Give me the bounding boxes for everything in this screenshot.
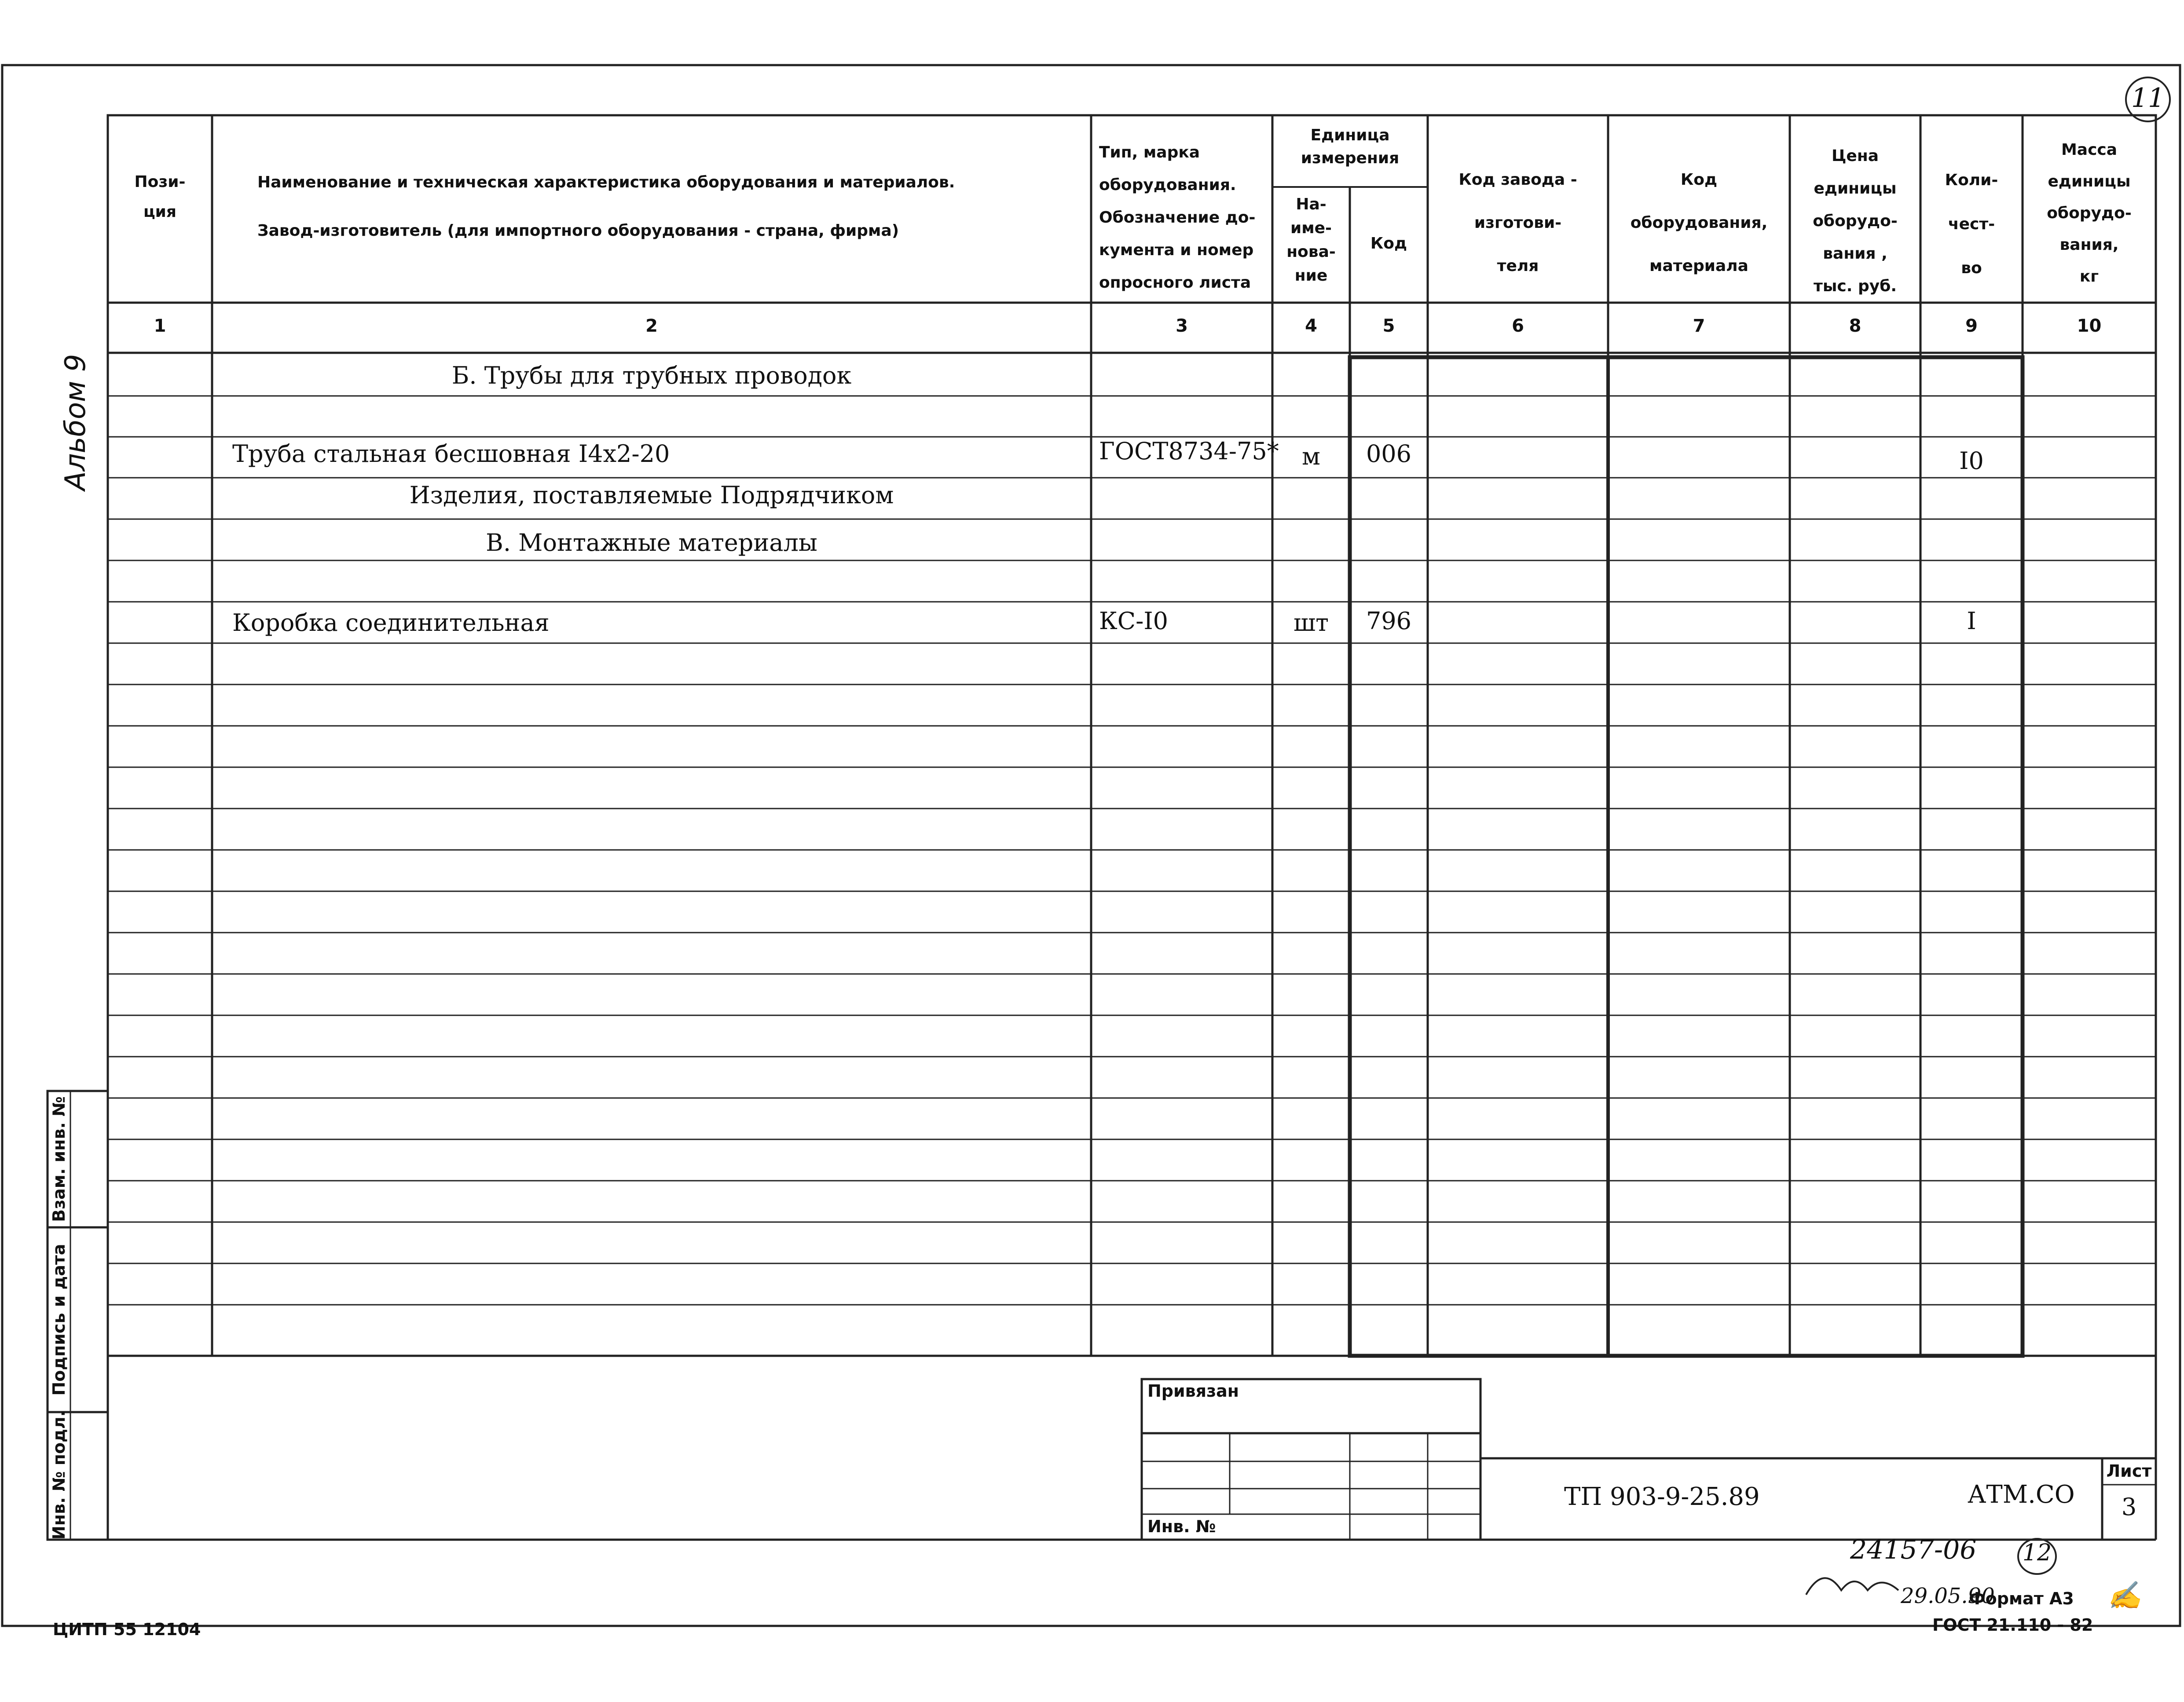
col-number-4: 4 (1305, 316, 1317, 336)
header-mass: Масса единицы оборудо- вания, кг (2047, 141, 2132, 285)
handwritten-circle-number: 12 (2022, 1540, 2052, 1566)
format-label: Формат А3 (1969, 1589, 2074, 1608)
header-equipment-code: Код оборудования, материала (1630, 171, 1768, 275)
header-position: Пози- ция (134, 173, 186, 221)
side-podpis-data: Подпись и дата (49, 1244, 69, 1396)
header-unit-group: Единица измерения (1301, 126, 1400, 167)
row-pipe-name: Труба стальная бесшовная I4х2-20 (232, 440, 670, 468)
row-pipe-type: ГОСТ8734-75* (1099, 437, 1279, 465)
sheet-number-circled: 11 (2131, 83, 2165, 113)
row-contractor-title: Изделия, поставляемые Подрядчиком (409, 481, 894, 509)
privyazan-label: Привязан (1147, 1381, 1239, 1401)
list-label: Лист (2106, 1461, 2152, 1481)
citp-label: ЦИТП 55 12104 (53, 1620, 201, 1639)
col-number-5: 5 (1382, 316, 1395, 336)
col-number-9: 9 (1965, 316, 1978, 336)
header-price: Цена единицы оборудо- вания , тыс. руб. (1813, 147, 1898, 295)
col-number-6: 6 (1512, 316, 1524, 336)
row-box-code: 796 (1366, 607, 1412, 635)
signature-mark: ✍ (2107, 1579, 2142, 1611)
side-vzam-inv: Взам. инв. № (49, 1096, 69, 1222)
header-quantity: Коли- чест- во (1945, 171, 1998, 277)
row-pipe-qty: I0 (1959, 447, 1984, 475)
gost-label: ГОСТ 21.110 - 82 (1932, 1615, 2093, 1635)
row-box-type: КС-I0 (1099, 607, 1169, 635)
row-section-b-title: Б. Трубы для трубных проводок (451, 362, 852, 389)
list-value: 3 (2121, 1493, 2137, 1521)
col-number-3: 3 (1176, 316, 1188, 336)
header-name: Наименование и техническая характеристика оборудования и материалов. Завод-изготовитель (для импортного оборудования - страна, фирма) (257, 173, 955, 240)
handwritten-number: 24157-06 (1850, 1534, 1977, 1565)
album-note: Альбом 9 (59, 354, 92, 490)
col-number-2: 2 (645, 316, 658, 336)
document-code: ТП 903-9-25.89 (1564, 1482, 1760, 1511)
header-unit-code: Код (1370, 234, 1407, 253)
header-unit-name: На- име- нова- ние (1286, 195, 1336, 285)
row-section-v-title: В. Монтажные материалы (486, 529, 817, 556)
header-factory-code: Код завода - изготови- теля (1458, 171, 1577, 275)
col-number-7: 7 (1693, 316, 1705, 336)
signature-date: 29.05.90 (1901, 1584, 1995, 1608)
doc-mark: АТМ.СО (1968, 1480, 2075, 1509)
row-pipe-code: 006 (1366, 440, 1412, 468)
col-number-8: 8 (1849, 316, 1862, 336)
row-box-qty: I (1967, 607, 1976, 635)
col-number-1: 1 (154, 316, 166, 336)
col-number-10: 10 (2077, 316, 2102, 336)
row-pipe-unit: м (1301, 443, 1320, 470)
row-box-name: Коробка соединительная (232, 609, 550, 637)
header-type: Тип, марка оборудования. Обозначение до- кумента и номер опросного листа (1099, 143, 1256, 292)
inv-no-label: Инв. № (1147, 1517, 1216, 1536)
row-box-unit: шт (1293, 609, 1329, 637)
side-inv-podl: Инв. № подл. (49, 1410, 69, 1540)
